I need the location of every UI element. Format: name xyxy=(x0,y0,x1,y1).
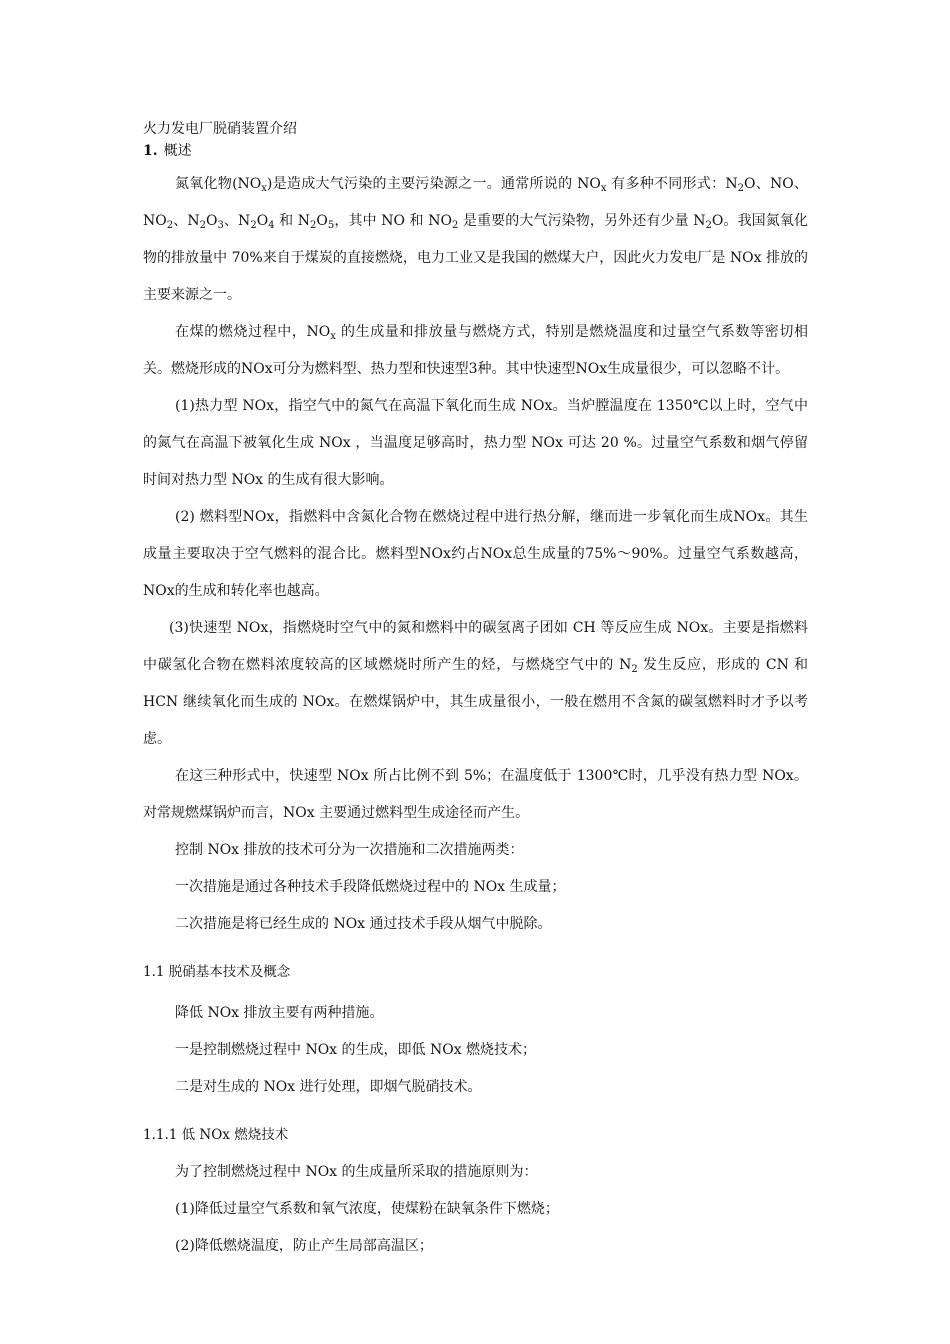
paragraph-prompt-nox: (3)快速型 NOx，指燃烧时空气中的氮和燃料中的碳氢离子团如 CH 等反应生成 NOx。主要是指燃料中碳氢化合物在燃料浓度较高的区域燃烧时所产生的烃，与燃烧空气中的 $N_2$ 发生反应，形成的 CN 和 HCN 继续氧化而生成的 NOx。在燃煤锅炉中，其生成量很小，一般在燃用不含氮的碳氢燃料时才予以考虑。 xyxy=(143,620,808,747)
paragraph-thermal-nox: (1)热力型 NOx，指空气中的氮气在高温下氧化而生成 NOx。当炉膛温度在 1350℃以上时，空气中的氮气在高温下被氧化生成 NOx ，当温度足够高时，热力型 NOx 可达 20 %。过量空气系数和烟气停留时间对热力型 NOx 的生成有很大影响。 xyxy=(143,398,808,488)
paragraph-nox-intro: 氮氧化物$(NO_x)$是造成大气污染的主要污染源之一。通常所说的 $NO_x$ 有多种不同形式：$N_2O$、NO、$NO_2$、$N_2O_3$、$N_2O_4$ 和 $N_2O_5$，其中 NO 和 $NO_2$ 是重要的大气污染物，另外还有少量 $N_2O$。我国氮氧化物的排放量中 70%来自于煤炭的直接燃烧，电力工业又是我国的燃煤大户，因此火力发电厂是 NOx 排放的主要来源之一。 xyxy=(143,176,809,303)
document-body xyxy=(143,118,808,1265)
section-heading-overview xyxy=(143,140,808,162)
paragraph-principles: 为了控制燃烧过程中 NOx 的生成量所采取的措施原则为： xyxy=(175,1164,538,1180)
document-title: 火力发电厂脱硝装置介绍 xyxy=(143,121,297,137)
paragraph-combustion-process: 在煤的燃烧过程中，$NO_x$ 的生成量和排放量与燃烧方式，特别是燃烧温度和过量空气系数等密切相关。燃烧形成的NOx可分为燃料型、热力型和快速型3种。其中快速型NOx生成量很少，可以忽略不计。 xyxy=(143,324,809,377)
section-heading-1-1: 1.1 脱硝基本技术及概念 xyxy=(143,964,291,980)
paragraph-principle-2: (2)降低燃烧温度，防止产生局部高温区； xyxy=(175,1238,433,1254)
paragraph-secondary-measures: 二次措施是将已经生成的 NOx 通过技术手段从烟气中脱除。 xyxy=(175,916,552,932)
paragraph-fuel-nox: (2) 燃料型NOx，指燃料中含氮化合物在燃烧过程中进行热分解，继而进一步氧化而生成NOx。其生成量主要取决于空气燃料的混合比。燃料型NOx约占NOx总生成量的75%～90%。过量空气系数越高，NOx的生成和转化率也越高。 xyxy=(143,509,808,599)
paragraph-proportions: 在这三种形式中，快速型 NOx 所占比例不到 5%；在温度低于 1300℃时，几乎没有热力型 NOx。对常规燃煤锅炉而言，NOx 主要通过燃料型生成途径而产生。 xyxy=(143,768,808,821)
paragraph-low-nox-combustion: 一是控制燃烧过程中 NOx 的生成，即低 NOx 燃烧技术； xyxy=(175,1042,537,1058)
paragraph-two-measures: 降低 NOx 排放主要有两种措施。 xyxy=(175,1005,384,1021)
paragraph-flue-gas-denitration: 二是对生成的 NOx 进行处理，即烟气脱硝技术。 xyxy=(175,1079,482,1095)
section-number: 1. xyxy=(143,143,158,159)
paragraph-primary-measures: 一次措施是通过各种技术手段降低燃烧过程中的 NOx 生成量； xyxy=(175,879,566,895)
paragraph-control-tech: 控制 NOx 排放的技术可分为一次措施和二次措施两类： xyxy=(175,842,524,858)
section-heading-1-1-1: 1.1.1 低 NOx 燃烧技术 xyxy=(143,1127,289,1143)
paragraph-principle-1: (1)降低过量空气系数和氧气浓度，使煤粉在缺氧条件下燃烧； xyxy=(175,1201,559,1217)
section-label: 概述 xyxy=(163,143,192,159)
